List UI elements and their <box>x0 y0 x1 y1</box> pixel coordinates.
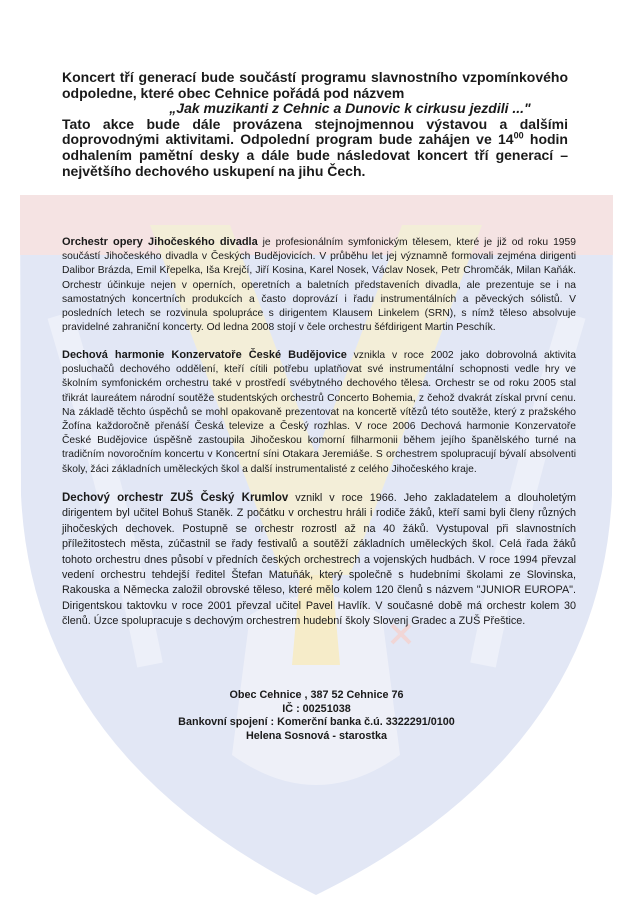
contact-signature: Helena Sosnová - starostka <box>245 729 387 742</box>
contact-block <box>0 689 633 743</box>
time-superscript: 00 <box>513 130 524 141</box>
intro-paragraph-2: Tato akce bude dále provázena stejnojmennou výstavou a dalšími doprovodnými aktivitami. Odpolední program bude zahájen ve $14^{00}$ hodin odhalením pamětní desky a dále bude následovat koncert tří generací – největšího dechového uskupení na jihu Čech. <box>62 115 568 179</box>
section-heading: Dechový orchestr ZUŠ Český Krumlov <box>62 492 289 504</box>
section-heading: Dechová harmonie Konzervatoře České Budějovice <box>62 349 347 361</box>
section-heading: Orchestr opery Jihočeského divadla <box>62 236 258 248</box>
intro-paragraph-1: Koncert tří generací bude součástí programu slavnostního vzpomínkového odpoledne, které obec Cehnice pořádá pod názvem „Jak muzikanti z Cehnic a Dunovic k cirkusu jezdili ..." <box>62 69 568 117</box>
section-body: vznikla v roce 2002 jako dobrovolná aktivita posluchačů dechového oddělení, kteří cítili potřebu uplatňovat své instrumentální schopnosti vedle hry ve školním symfonickém orchestru také v prostředí svébytného dechového tělesa. Orchestr se od roku 2005 stal třikrát laureátem národní soutěže studentských orchestrů Concerto Bohemia, z čehož dvakrát získal první cenu. Na základě těchto úspěchů se mohl opakovaně prezentovat na koncertě vítězů této soutěže, který z pražského Žofína každoročně přenáší Česká televize a Český rozhlas. V roce 2006 Dechová harmonie Konzervatoře České Budějovice úspěšně zastoupila Jihočeskou komorní filharmonii během jejího španělského turné na tradičním novoročním koncertu v Koncertní síni Otakara Jeremiáše. S orchestrem spolupracují bývalí absolventi školy, žáci základních uměleckých škol a další instrumentalisté z celého Jihočeského kraje. <box>62 350 577 475</box>
contact-address: Obec Cehnice , 387 52 Cehnice 76 <box>229 689 404 701</box>
intro-text <box>62 70 568 179</box>
contact-ic: IČ : 00251038 <box>282 702 351 715</box>
section-body: vznikl v roce 1966. Jeho zakladatelem a dlouholetým dirigentem byl učitel Bohuš Staněk. Z počátku v orchestru hráli i rodiče žáků, kteří sami byli členy různých jihočeských dechovek. Postupně se orchestr rozrostl až na 40 žáků. Vystupoval při slavnostních příležitostech města, zúčastnil se řady festivalů a soutěží základních uměleckých škol. Celá řada žáků tohoto orchestru dnes působí v předních českých orchestrech a vojenských hudbách. V roce 1994 převzal vedení orchestru tehdejší ředitel Štefan Matuňák, který společně s hudebními školami ze Slovinska, Rakouska a Německa založil obrovské těleso, které mělo kolem 120 členů s názvem "JUNIOR EUROPA". Dirigentskou taktovku v roce 2001 převzal učitel Pavel Havlík. V současné době má orchestr kolem 30 členů. Úzce spolupracuje s dechovým orchestrem hudební školy Slovenj Gradec a ZUŠ Přeštice. <box>62 492 576 628</box>
event-title-quote: „Jak muzikanti z Cehnic a Dunovic k cirkusu jezdili ..." <box>169 100 531 117</box>
section-dechova-harmonie <box>62 348 576 477</box>
section-dechovy-orchestr-zus <box>62 491 576 630</box>
section-orchestr-opery <box>62 235 576 335</box>
section-body: je profesionálním symfonickým tělesem, které je již od roku 1959 součástí Jihočeského divadla v Českých Budějovicích. V průběhu let jej významně formovali zejména dirigenti Dalibor Brázda, Emil Křepelka, Iša Krejčí, Jiří Kosina, Karel Nosek, Václav Nosek, Petr Chromčák, Milan Kaňák. Orchestr účinkuje nejen v operních, operetních a baletních představeních divadla, ale prezentuje se i na samostatných koncertních produkcích a často doprovází i řadu instrumentálních a pěveckých sólistů. V posledních letech se rozvinula spolupráce s dirigentem Klausem Linkelem (SRN), s nímž těleso absolvuje pravidelné zahraniční koncerty. Od ledna 2008 stojí v čele orchestru šéfdirigent Martin Peschík. <box>62 237 576 334</box>
contact-bank: Bankovní spojení : Komerční banka č.ú. 3322291/0100 <box>178 716 455 728</box>
